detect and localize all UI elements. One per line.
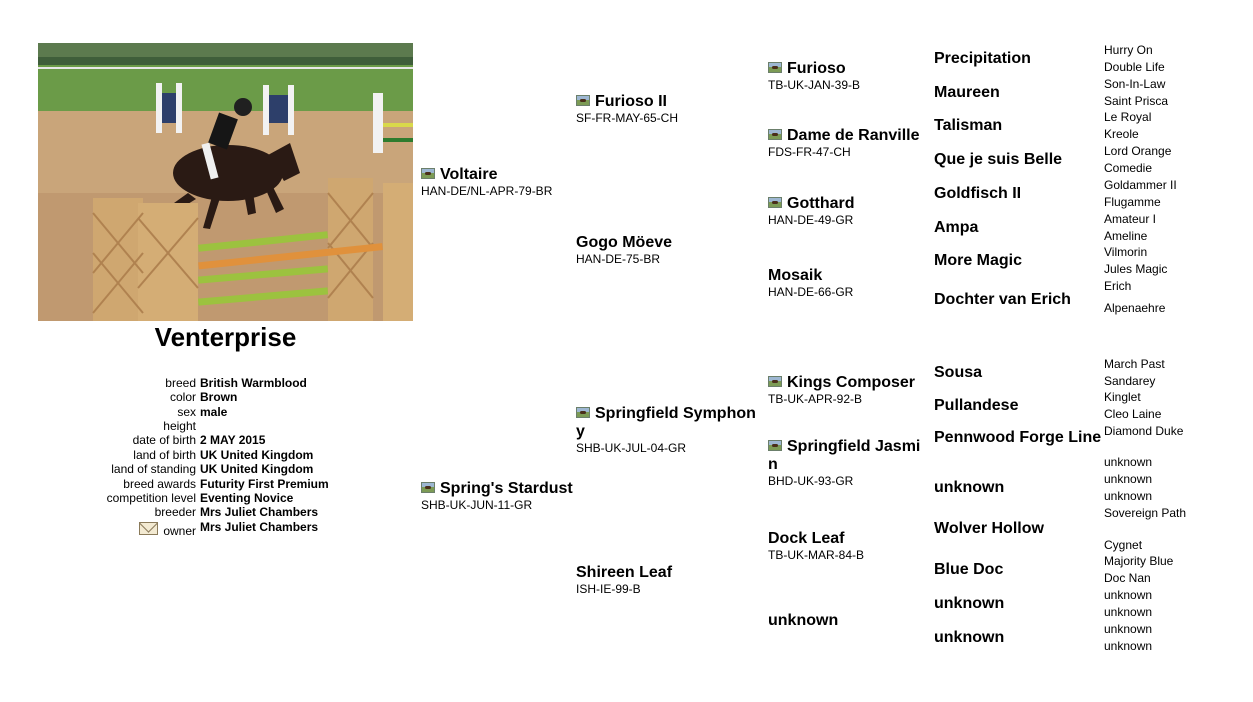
info-label: breeder (154, 505, 196, 519)
pedigree-node-gen3[interactable] (768, 612, 928, 630)
pedigree-registration: BHD-UK-93-GR (768, 474, 854, 488)
pedigree-node-gen4[interactable]: Dochter van Erich (934, 291, 1071, 308)
info-value: Mrs Juliet Chambers (200, 520, 319, 534)
info-value: Futurity First Premium (200, 477, 329, 491)
pedigree-node-gen4[interactable]: unknown (934, 479, 1005, 496)
pedigree-node-gen5[interactable]: Hurry On (1104, 43, 1153, 57)
info-label: land of birth (133, 448, 196, 462)
pedigree-name[interactable] (768, 530, 928, 548)
pedigree-node-gen4[interactable]: unknown (934, 629, 1005, 646)
pedigree-registration: HAN-DE-49-GR (768, 213, 854, 227)
pedigree-node-gen5[interactable]: Jules Magic (1104, 262, 1168, 276)
pedigree-node-gen5[interactable]: unknown (1104, 472, 1153, 486)
horse-photo-icon[interactable] (576, 407, 590, 418)
pedigree-node-gen4[interactable]: unknown (934, 595, 1005, 612)
horse-photo-icon[interactable] (768, 62, 782, 73)
mail-icon[interactable] (139, 522, 158, 535)
pedigree-node-gen5[interactable]: Kinglet (1104, 390, 1141, 404)
pedigree-node-gen1[interactable] (421, 166, 574, 198)
pedigree-name[interactable] (768, 374, 928, 392)
pedigree-node-gen5[interactable]: Son-In-Law (1104, 77, 1166, 91)
pedigree-node-gen5[interactable]: unknown (1104, 489, 1153, 503)
pedigree-node-gen4[interactable]: Pennwood Forge Line (934, 429, 1102, 446)
info-value: British Warmblood (200, 376, 307, 390)
pedigree-node-gen5[interactable]: unknown (1104, 605, 1153, 619)
pedigree-node-gen5[interactable]: Sandarey (1104, 374, 1156, 388)
pedigree-node-gen3[interactable] (768, 374, 928, 406)
pedigree-node-gen5[interactable]: Doc Nan (1104, 571, 1151, 585)
pedigree-registration: ISH-IE-99-B (576, 582, 641, 596)
pedigree-name[interactable] (421, 166, 574, 184)
pedigree-node-gen3[interactable] (768, 60, 928, 92)
pedigree-name-text[interactable]: Furioso (787, 60, 846, 77)
pedigree-node-gen5[interactable]: Vilmorin (1104, 245, 1148, 259)
horse-photo-icon[interactable] (768, 376, 782, 387)
horse-photo-icon[interactable] (421, 482, 435, 493)
pedigree-node-gen1[interactable] (421, 480, 574, 512)
info-value: UK United Kingdom (200, 448, 314, 462)
pedigree-node-gen5[interactable]: unknown (1104, 588, 1153, 602)
pedigree-node-gen2[interactable] (576, 564, 764, 596)
horse-photo-icon[interactable] (768, 129, 782, 140)
pedigree-node-gen4[interactable]: Goldfisch II (934, 185, 1022, 202)
pedigree-registration: SHB-UK-JUN-11-GR (421, 498, 533, 512)
pedigree-node-gen2[interactable] (576, 93, 764, 125)
pedigree-name-text[interactable]: Dame de Ranville (787, 127, 920, 144)
pedigree-name-text[interactable]: Gogo Möeve (576, 234, 673, 251)
pedigree-name-text[interactable]: Dock Leaf (768, 530, 845, 547)
info-label: height (163, 419, 196, 433)
pedigree-name[interactable] (576, 93, 764, 111)
pedigree-name-text[interactable]: Gotthard (787, 195, 855, 212)
pedigree-node-gen5[interactable]: Le Royal (1104, 110, 1152, 124)
pedigree-node-gen2[interactable] (576, 234, 764, 266)
pedigree-node-gen5[interactable]: Amateur I (1104, 212, 1157, 226)
info-label: breed (165, 376, 196, 390)
pedigree-registration: HAN-DE-66-GR (768, 285, 854, 299)
pedigree-registration: SF-FR-MAY-65-CH (576, 111, 679, 125)
pedigree-name[interactable] (576, 234, 764, 252)
pedigree-node-gen5[interactable]: Sovereign Path (1104, 506, 1187, 520)
pedigree-node-gen5[interactable]: March Past (1104, 357, 1165, 371)
pedigree-node-gen5[interactable]: Lord Orange (1104, 144, 1172, 158)
info-label: color (169, 390, 196, 404)
pedigree-name-text[interactable]: Voltaire (440, 166, 498, 183)
pedigree-node-gen5[interactable]: Diamond Duke (1104, 424, 1184, 438)
pedigree-node-gen5[interactable]: Comedie (1104, 161, 1153, 175)
horse-photo-icon[interactable] (768, 197, 782, 208)
pedigree-name[interactable] (768, 438, 928, 474)
pedigree-node-gen3[interactable] (768, 530, 928, 562)
pedigree-name[interactable] (421, 480, 574, 498)
pedigree-name-text[interactable]: Mosaik (768, 267, 823, 284)
pedigree-node-gen4[interactable]: Precipitation (934, 50, 1031, 67)
info-value: UK United Kingdom (200, 462, 314, 476)
pedigree-node-gen4[interactable]: Sousa (934, 364, 983, 381)
horse-photo-icon[interactable] (576, 95, 590, 106)
pedigree-node-gen4[interactable]: Blue Doc (934, 561, 1004, 578)
info-label: land of standing (111, 462, 196, 476)
pedigree-registration: TB-UK-MAR-84-B (768, 548, 865, 562)
info-value: Mrs Juliet Chambers (200, 505, 319, 519)
pedigree-name-text[interactable]: Shireen Leaf (576, 564, 673, 581)
pedigree-node-gen5[interactable]: Kreole (1104, 127, 1139, 141)
pedigree-name[interactable] (768, 612, 928, 630)
pedigree-node-gen5[interactable]: Ameline (1104, 229, 1148, 243)
horse-name: Venterprise (154, 322, 297, 352)
pedigree-node-gen5[interactable]: Flugamme (1104, 195, 1161, 209)
pedigree-node-gen4[interactable]: Pullandese (934, 397, 1019, 414)
pedigree-node-gen4[interactable]: Wolver Hollow (934, 520, 1044, 537)
pedigree-node-gen5[interactable]: unknown (1104, 622, 1153, 636)
info-label: breed awards (123, 477, 196, 491)
pedigree-node-gen5[interactable]: Saint Prisca (1104, 94, 1169, 108)
info-value: Eventing Novice (200, 491, 294, 505)
pedigree-node-gen5[interactable]: Cygnet (1104, 538, 1143, 552)
pedigree-node-gen3[interactable] (768, 127, 928, 159)
pedigree-node-gen5[interactable]: Cleo Laine (1104, 407, 1162, 421)
horse-photo[interactable] (38, 43, 413, 321)
pedigree-registration: HAN-DE-75-BR (576, 252, 661, 266)
pedigree-name-text[interactable]: Furioso II (595, 93, 667, 110)
pedigree-name[interactable] (576, 405, 764, 441)
pedigree-node-gen4[interactable]: Ampa (934, 219, 979, 236)
pedigree-name[interactable] (768, 195, 928, 213)
pedigree-name[interactable] (768, 60, 928, 78)
pedigree-name-text[interactable]: Spring's Stardust (440, 480, 573, 497)
pedigree-node-gen4[interactable]: More Magic (934, 252, 1023, 269)
pedigree-node-gen5[interactable]: unknown (1104, 639, 1153, 653)
pedigree-name-text[interactable]: unknown (768, 612, 839, 629)
pedigree-node-gen3[interactable] (768, 267, 928, 299)
pedigree-node-gen5[interactable]: Goldammer II (1104, 178, 1177, 192)
pedigree-name[interactable] (768, 127, 928, 145)
pedigree-node-gen4[interactable]: Maureen (934, 84, 1000, 101)
pedigree-registration: TB-UK-JAN-39-B (768, 78, 861, 92)
info-value: 2 MAY 2015 (200, 433, 266, 447)
pedigree-node-gen5[interactable]: Double Life (1104, 60, 1165, 74)
pedigree-node-gen5[interactable]: Alpenaehre (1104, 301, 1166, 315)
pedigree-name[interactable] (768, 267, 928, 285)
horse-photo-icon[interactable] (421, 168, 435, 179)
info-label: competition level (106, 491, 196, 505)
pedigree-name-text[interactable]: Springfield Jasmin (768, 438, 921, 473)
pedigree-registration: HAN-DE/NL-APR-79-BR (421, 184, 553, 198)
info-label: date of birth (132, 433, 196, 447)
info-value: male (200, 405, 228, 419)
pedigree-name-text[interactable]: Springfield Symphony (576, 405, 756, 440)
pedigree-registration: FDS-FR-47-CH (768, 145, 851, 159)
pedigree-node-gen5[interactable]: Majority Blue (1104, 554, 1174, 568)
info-label: owner (163, 524, 196, 538)
pedigree-node-gen5[interactable]: Erich (1104, 279, 1132, 293)
info-value: Brown (200, 390, 238, 404)
pedigree-node-gen4[interactable]: Que je suis Belle (934, 151, 1063, 168)
pedigree-node-gen5[interactable]: unknown (1104, 455, 1153, 469)
pedigree-node-gen3[interactable] (768, 438, 928, 488)
pedigree-name-text[interactable]: Kings Composer (787, 374, 916, 391)
info-label: sex (177, 405, 196, 419)
pedigree-name[interactable] (576, 564, 764, 582)
pedigree-node-gen4[interactable]: Talisman (934, 117, 1003, 134)
pedigree-registration: TB-UK-APR-92-B (768, 392, 863, 406)
pedigree-node-gen2[interactable] (576, 405, 764, 455)
pedigree-node-gen3[interactable] (768, 195, 928, 227)
horse-photo-icon[interactable] (768, 440, 782, 451)
pedigree-registration: SHB-UK-JUL-04-GR (576, 441, 687, 455)
